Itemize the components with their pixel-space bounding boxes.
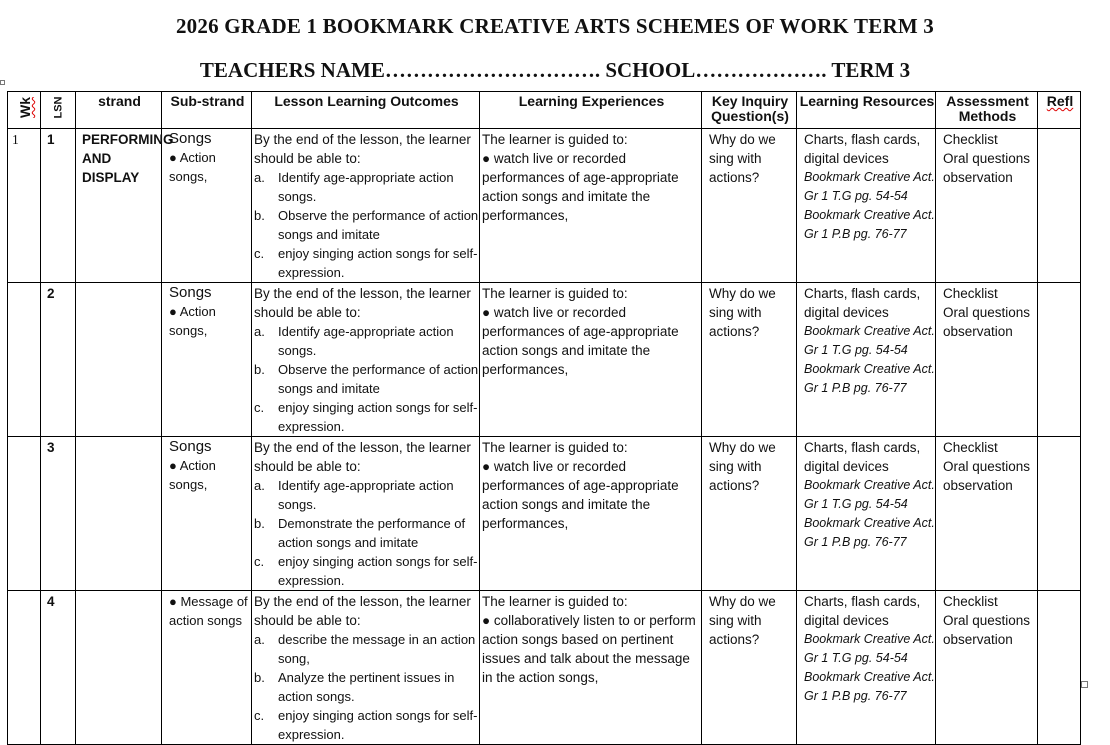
substrand-title: Songs — [169, 438, 212, 455]
experiences-cell — [480, 129, 702, 283]
substrand-cell — [162, 591, 252, 745]
document-title: 2026 GRADE 1 BOOKMARK CREATIVE ARTS SCHEMES OF WORK TERM 3 — [175, 14, 934, 38]
table-resize-handle[interactable] — [1081, 681, 1088, 688]
experiences-text: ● watch live or recorded performances of age-appropriate action songs and imitate the performances, — [482, 305, 679, 377]
outcome-item — [254, 360, 479, 398]
outcome-text: Analyze the pertinent issues in action songs. — [278, 670, 455, 704]
assessment-method: Oral questions — [943, 305, 1031, 320]
lesson-cell: 1 — [41, 129, 76, 283]
outcomes-list — [254, 630, 479, 744]
experiences-cell — [480, 283, 702, 437]
outcome-text: Observe the performance of action songs and imitate — [278, 208, 479, 242]
resources-cell — [797, 283, 936, 437]
header-outcomes: Lesson Learning Outcomes — [252, 92, 480, 129]
outcome-marker: b. — [254, 516, 265, 531]
outcome-text: enjoy singing action songs for self-expression. — [278, 708, 478, 742]
assessment-cell — [936, 437, 1038, 591]
week-cell — [8, 283, 41, 437]
substrand-cell — [162, 129, 252, 283]
assessment-method: observation — [943, 632, 1013, 647]
outcome-marker: a. — [254, 632, 265, 647]
outcome-item — [254, 476, 479, 514]
outcome-item — [254, 398, 479, 436]
table-header-row — [8, 92, 1081, 129]
experiences-intro: The learner is guided to: — [482, 286, 628, 301]
outcome-item — [254, 706, 479, 744]
outcome-item — [254, 322, 479, 360]
assessment-method: Checklist — [943, 594, 998, 609]
experiences-text: ● watch live or recorded performances of age-appropriate action songs and imitate the performances, — [482, 459, 679, 531]
experiences-text: ● collaboratively listen to or perform action songs based on pertinent issues and talk about the message in the action songs, — [482, 613, 696, 685]
reflection-cell[interactable] — [1038, 591, 1081, 745]
outcomes-cell — [252, 437, 480, 591]
outcome-item — [254, 168, 479, 206]
outcome-marker: c. — [254, 708, 265, 723]
table-row — [8, 437, 1081, 591]
substrand-item: ● Action songs, — [169, 458, 216, 492]
outcomes-intro: By the end of the lesson, the learner should be able to: — [254, 594, 471, 628]
header-substrand: Sub-strand — [162, 92, 252, 129]
header-lsn: LSN — [41, 92, 76, 129]
resources-cell — [797, 437, 936, 591]
outcome-marker: a. — [254, 478, 265, 493]
assessment-cell — [936, 129, 1038, 283]
assessment-cell — [936, 591, 1038, 745]
lesson-cell: 3 — [41, 437, 76, 591]
outcome-marker: a. — [254, 324, 265, 339]
resources-reference: Gr 1 P.B pg. 76-77 — [804, 689, 907, 703]
lesson-cell: 2 — [41, 283, 76, 437]
experiences-cell — [480, 591, 702, 745]
outcomes-intro: By the end of the lesson, the learner should be able to: — [254, 132, 471, 166]
outcome-marker: b. — [254, 362, 265, 377]
outcome-item — [254, 630, 479, 668]
resources-reference: Bookmark Creative Act. — [804, 478, 935, 492]
lesson-cell: 4 — [41, 591, 76, 745]
outcome-item — [254, 552, 479, 590]
outcome-item — [254, 244, 479, 282]
resources-reference: Bookmark Creative Act. — [804, 324, 935, 338]
outcomes-list — [254, 476, 479, 590]
resources-reference: Gr 1 P.B pg. 76-77 — [804, 535, 907, 549]
reflection-cell[interactable] — [1038, 283, 1081, 437]
header-resources: Learning Resources — [797, 92, 936, 129]
strand-cell — [76, 437, 162, 591]
resources-reference: Bookmark Creative Act. — [804, 670, 935, 684]
substrand-item: ● Action songs, — [169, 150, 216, 184]
substrand-item: ● Message of action songs — [169, 594, 248, 628]
outcomes-list — [254, 322, 479, 436]
assessment-method: Oral questions — [943, 459, 1031, 474]
inquiry-cell: Why do we sing with actions? — [702, 129, 797, 283]
outcome-item — [254, 206, 479, 244]
assessment-method: observation — [943, 170, 1013, 185]
outcome-item — [254, 514, 479, 552]
assessment-method: Checklist — [943, 286, 998, 301]
assessment-method: Oral questions — [943, 613, 1031, 628]
outcome-text: enjoy singing action songs for self-expression. — [278, 400, 478, 434]
outcome-text: describe the message in an action song, — [278, 632, 476, 666]
resources-reference: Bookmark Creative Act. — [804, 170, 935, 184]
substrand-title: Songs — [169, 130, 212, 147]
strand-cell — [76, 591, 162, 745]
resources-main: Charts, flash cards, digital devices — [804, 594, 921, 628]
resources-cell — [797, 591, 936, 745]
reflection-cell[interactable] — [1038, 129, 1081, 283]
outcome-marker: b. — [254, 208, 265, 223]
resources-reference: Bookmark Creative Act. — [804, 362, 935, 376]
resources-reference: Gr 1 T.G pg. 54-54 — [804, 343, 908, 357]
header-inquiry: Key Inquiry Question(s) — [702, 92, 797, 129]
outcome-text: Identify age-appropriate action songs. — [278, 324, 454, 358]
header-strand: strand — [76, 92, 162, 129]
table-row — [8, 591, 1081, 745]
assessment-cell — [936, 283, 1038, 437]
resources-reference: Bookmark Creative Act. — [804, 208, 935, 222]
resources-reference: Gr 1 T.G pg. 54-54 — [804, 651, 908, 665]
document-subtitle: TEACHERS NAME…………………………. SCHOOL………………. TERM 3 — [199, 58, 911, 82]
schemes-of-work-table — [7, 91, 1081, 745]
header-wk: Wk — [8, 92, 41, 129]
assessment-method: observation — [943, 324, 1013, 339]
assessment-method: Oral questions — [943, 151, 1031, 166]
outcome-text: Identify age-appropriate action songs. — [278, 478, 454, 512]
outcome-marker: b. — [254, 670, 265, 685]
resources-reference: Bookmark Creative Act. — [804, 632, 935, 646]
outcome-text: Identify age-appropriate action songs. — [278, 170, 454, 204]
outcomes-cell — [252, 591, 480, 745]
outcome-text: Demonstrate the performance of action songs and imitate — [278, 516, 466, 550]
outcomes-cell — [252, 129, 480, 283]
assessment-method: Checklist — [943, 440, 998, 455]
resources-main: Charts, flash cards, digital devices — [804, 440, 921, 474]
resources-cell — [797, 129, 936, 283]
resources-reference: Gr 1 T.G pg. 54-54 — [804, 497, 908, 511]
inquiry-cell: Why do we sing with actions? — [702, 437, 797, 591]
outcome-text: enjoy singing action songs for self-expression. — [278, 554, 478, 588]
strand-cell — [76, 283, 162, 437]
resources-main: Charts, flash cards, digital devices — [804, 286, 921, 320]
outcome-item — [254, 668, 479, 706]
resources-reference: Gr 1 T.G pg. 54-54 — [804, 189, 908, 203]
substrand-cell — [162, 283, 252, 437]
outcome-marker: a. — [254, 170, 265, 185]
resources-reference: Bookmark Creative Act. — [804, 516, 935, 530]
strand-cell: PERFORMING AND DISPLAY — [76, 129, 162, 283]
header-experiences: Learning Experiences — [480, 92, 702, 129]
table-row — [8, 129, 1081, 283]
substrand-cell — [162, 437, 252, 591]
outcome-marker: c. — [254, 246, 265, 261]
experiences-intro: The learner is guided to: — [482, 440, 628, 455]
outcome-marker: c. — [254, 400, 265, 415]
table-row — [8, 283, 1081, 437]
outcomes-intro: By the end of the lesson, the learner should be able to: — [254, 286, 471, 320]
substrand-title: Songs — [169, 284, 212, 301]
header-reflection: Refl — [1038, 92, 1081, 129]
outcome-marker: c. — [254, 554, 265, 569]
reflection-cell[interactable] — [1038, 437, 1081, 591]
resources-reference: Gr 1 P.B pg. 76-77 — [804, 227, 907, 241]
experiences-cell — [480, 437, 702, 591]
experiences-text: ● watch live or recorded performances of age-appropriate action songs and imitate the performances, — [482, 151, 679, 223]
outcomes-intro: By the end of the lesson, the learner should be able to: — [254, 440, 471, 474]
outcome-text: enjoy singing action songs for self-expression. — [278, 246, 478, 280]
assessment-method: Checklist — [943, 132, 998, 147]
week-cell — [8, 591, 41, 745]
table-move-handle[interactable] — [0, 80, 5, 85]
inquiry-cell: Why do we sing with actions? — [702, 591, 797, 745]
outcome-text: Observe the performance of action songs and imitate — [278, 362, 479, 396]
outcomes-cell — [252, 283, 480, 437]
assessment-method: observation — [943, 478, 1013, 493]
outcomes-list — [254, 168, 479, 282]
inquiry-cell: Why do we sing with actions? — [702, 283, 797, 437]
week-cell: 1 — [8, 129, 41, 283]
experiences-intro: The learner is guided to: — [482, 132, 628, 147]
resources-main: Charts, flash cards, digital devices — [804, 132, 921, 166]
experiences-intro: The learner is guided to: — [482, 594, 628, 609]
resources-reference: Gr 1 P.B pg. 76-77 — [804, 381, 907, 395]
substrand-item: ● Action songs, — [169, 304, 216, 338]
header-assessment: Assessment Methods — [936, 92, 1038, 129]
week-cell — [8, 437, 41, 591]
